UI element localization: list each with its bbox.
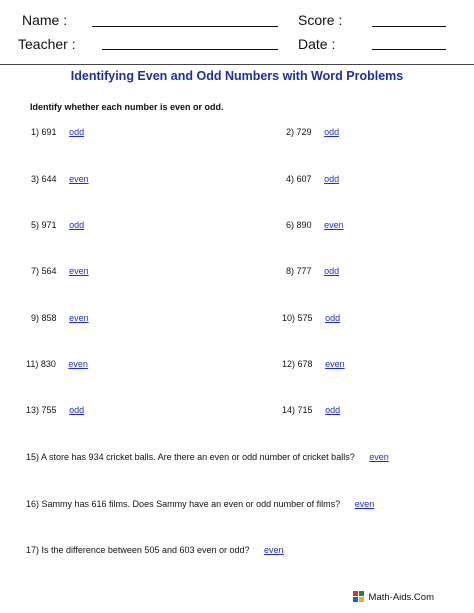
problem-number: 3) bbox=[31, 174, 40, 184]
math-aids-logo-icon bbox=[353, 591, 365, 603]
problem-number: 6) bbox=[286, 220, 295, 230]
problem-answer: odd bbox=[69, 220, 85, 230]
teacher-field-line[interactable] bbox=[102, 49, 278, 50]
problem-14 bbox=[282, 405, 344, 415]
problem-number: 14) bbox=[282, 405, 296, 415]
header-divider bbox=[0, 64, 474, 65]
problem-text: Is the difference between 505 and 603 even or odd? bbox=[41, 545, 250, 555]
problem-answer: odd bbox=[324, 266, 340, 276]
logo-square-yellow bbox=[359, 597, 364, 602]
problem-7 bbox=[31, 266, 93, 276]
problem-answer: odd bbox=[69, 127, 85, 137]
problem-9 bbox=[31, 313, 93, 323]
date-field-line[interactable] bbox=[372, 49, 446, 50]
problem-1 bbox=[31, 127, 88, 137]
problem-answer: even bbox=[69, 313, 89, 323]
problem-6 bbox=[286, 220, 348, 230]
name-label: Name : bbox=[22, 12, 68, 28]
problem-answer: even bbox=[264, 545, 284, 555]
problem-number: 11) bbox=[26, 359, 39, 369]
problem-answer: odd bbox=[69, 405, 85, 415]
problem-2 bbox=[286, 127, 343, 137]
problem-answer: even bbox=[324, 220, 344, 230]
problem-value: 607 bbox=[296, 174, 312, 184]
math-aids-logo bbox=[353, 591, 434, 603]
problem-answer: odd bbox=[324, 127, 340, 137]
problem-number: 12) bbox=[282, 359, 296, 369]
problem-number: 17) bbox=[26, 545, 40, 555]
logo-square-blue bbox=[353, 597, 358, 602]
problem-value: 644 bbox=[41, 174, 57, 184]
problem-number: 13) bbox=[26, 405, 40, 415]
date-label: Date : bbox=[298, 36, 336, 52]
problem-value: 678 bbox=[297, 359, 313, 369]
logo-square-green bbox=[359, 591, 364, 596]
problem-value: 777 bbox=[296, 266, 312, 276]
logo-text: Math-Aids.Com bbox=[368, 591, 434, 603]
problem-answer: odd bbox=[325, 313, 341, 323]
problem-value: 858 bbox=[41, 313, 57, 323]
problem-number: 4) bbox=[286, 174, 295, 184]
problem-11 bbox=[26, 359, 92, 369]
word-problem-17 bbox=[26, 545, 290, 555]
problem-value: 575 bbox=[297, 313, 313, 323]
problem-answer: odd bbox=[324, 174, 340, 184]
problem-number: 15) bbox=[26, 452, 40, 462]
logo-square-red bbox=[353, 591, 358, 596]
problem-value: 564 bbox=[41, 266, 57, 276]
problem-number: 7) bbox=[31, 266, 40, 276]
problem-number: 9) bbox=[31, 313, 40, 323]
problem-answer: even bbox=[68, 359, 88, 369]
problem-10 bbox=[282, 313, 344, 323]
word-problem-16 bbox=[26, 499, 380, 509]
problem-4 bbox=[286, 174, 343, 184]
problem-answer: odd bbox=[325, 405, 341, 415]
problem-answer: even bbox=[69, 266, 89, 276]
problem-value: 691 bbox=[41, 127, 57, 137]
problem-number: 2) bbox=[286, 127, 295, 137]
instructions: Identify whether each number is even or odd. bbox=[30, 102, 224, 112]
problem-number: 5) bbox=[31, 220, 40, 230]
problem-text: A store has 934 cricket balls. Are there an even or odd number of cricket balls? bbox=[41, 452, 355, 462]
problem-answer: even bbox=[369, 452, 389, 462]
problem-text: Sammy has 616 films. Does Sammy have an even or odd number of films? bbox=[41, 499, 341, 509]
problem-value: 890 bbox=[296, 220, 312, 230]
score-field-line[interactable] bbox=[372, 26, 446, 27]
problem-value: 715 bbox=[297, 405, 313, 415]
problem-5 bbox=[31, 220, 88, 230]
problem-13 bbox=[26, 405, 88, 415]
problem-number: 1) bbox=[31, 127, 40, 137]
problem-answer: even bbox=[354, 499, 375, 509]
problem-8 bbox=[286, 266, 343, 276]
problem-answer: even bbox=[69, 174, 89, 184]
problem-number: 16) bbox=[26, 499, 40, 509]
word-problem-15 bbox=[26, 452, 395, 462]
problem-12 bbox=[282, 359, 349, 369]
problem-value: 971 bbox=[41, 220, 57, 230]
name-field-line[interactable] bbox=[92, 26, 278, 27]
problem-value: 729 bbox=[296, 127, 312, 137]
teacher-label: Teacher : bbox=[18, 36, 76, 52]
problem-number: 10) bbox=[282, 313, 296, 323]
worksheet-title: Identifying Even and Odd Numbers with Word Problems bbox=[70, 69, 404, 83]
problem-answer: even bbox=[325, 359, 345, 369]
problem-3 bbox=[31, 174, 93, 184]
problem-value: 830 bbox=[40, 359, 56, 369]
problem-number: 8) bbox=[286, 266, 295, 276]
score-label: Score : bbox=[298, 12, 343, 28]
problem-value: 755 bbox=[41, 405, 57, 415]
